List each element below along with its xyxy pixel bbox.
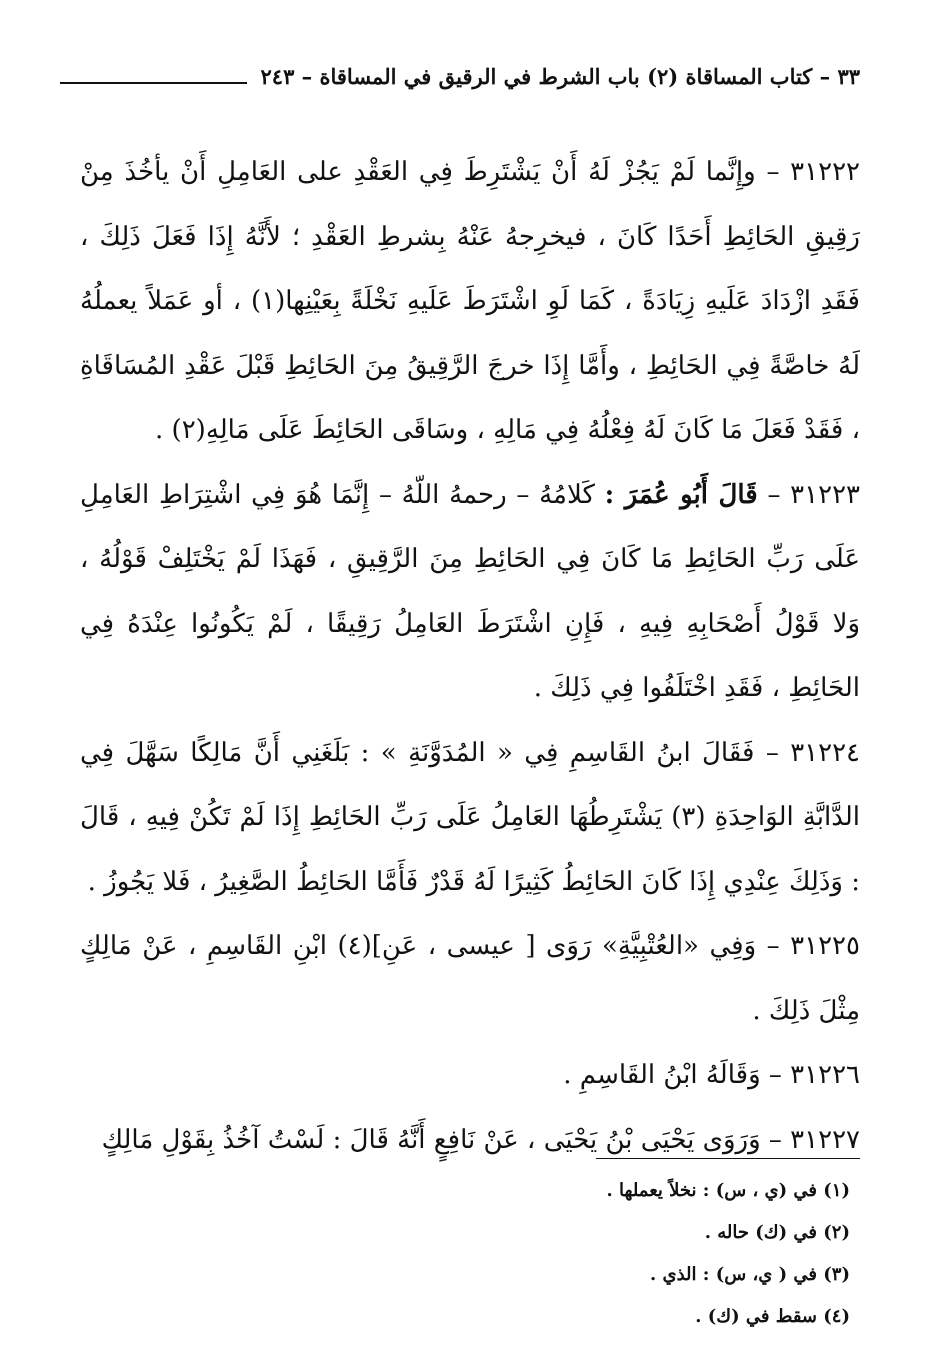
running-head — [60, 56, 860, 96]
paragraph-number: ٣١٢٢٣ – — [767, 479, 860, 510]
footnote-2: (٢) في (ك) حاله . — [704, 1222, 850, 1243]
footnotes — [400, 1170, 850, 1338]
paragraph-text: وإِنَّما لَمْ يَجُزْ لَهُ أَنْ يَشْتَرِطَ فِي العَقْدِ على العَامِلِ أَنْ يأخُذَ مِنْ رَقِيقِ الحَائِطِ أَحَدًا كَانَ ، فيخرِجهُ عَنْهُ بِشرطِ العَقْدِ ؛ لأَنَّهُ إِذَا فَعَلَ ذَلِكَ ، فَقَدِ ازْدَادَ عَلَيهِ زِيَادَةً ، كَمَا لَوِ اشْتَرَطَ عَلَيهِ نَخْلَةً بِعَيْنِها(١) ، أو عَمَلاً يعملُهُ لَهُ خاصَّةً فِي الحَائِطِ ، وأَمَّا إِذَا خرجَ الرَّقِيقُ مِنَ الحَائِطِ قَبْلَ عَقْدِ المُسَاقَاةِ ، فَقَدْ فَعَلَ مَا كَانَ لَهُ فِعْلُهُ فِي مَالِهِ ، وسَاقَى الحَائِطَ عَلَى مَالِهِ(٢) . — [80, 157, 860, 445]
paragraph-31223 — [80, 463, 860, 721]
paragraph-number: ٣١٢٢٢ – — [766, 157, 860, 187]
paragraph-text: كَلامُهُ – رحمهُ اللّهُ – إِنَّمَا هُوَ فِي اشْتِرَاطِ العَامِلِ عَلَى رَبِّ الحَائِطِ مَا كَانَ فِي الحَائِطِ مِنَ الرَّقِيقِ ، فَهَذَا لَمْ يَخْتَلِفْ قَوْلُهُ ، وَلا قَوْلُ أَصْحَابِهِ فِيهِ ، فَإِنِ اشْتَرَطَ العَامِلُ رَقِيقًا ، لَمْ يَكُونُوا عِنْدَهُ فِي الحَائِطِ ، فَقَدِ اخْتَلَفُوا فِي ذَلِكَ . — [80, 479, 860, 703]
running-head-rule — [60, 82, 247, 84]
paragraph-31224 — [80, 721, 860, 915]
paragraph-text: وَفِي «العُتْبِيَّةِ» رَوَى [ عيسى ، عَنِ](٤) ابْنِ القَاسِمِ ، عَنْ مَالِكٍ مِثْلَ ذَلِكَ . — [80, 931, 860, 1026]
footnote-1: (١) في (ي ، س) : نخلاً يعملها . — [606, 1180, 850, 1201]
paragraph-31227 — [80, 1108, 860, 1173]
paragraph-number: ٣١٢٢٥ – — [766, 931, 860, 961]
paragraph-lead: قَالَ أَبُو عُمَرَ : — [604, 479, 758, 510]
paragraph-31226 — [80, 1043, 860, 1108]
running-head-text: ٣٣ – كتاب المساقاة (٢) باب الشرط في الرقيق في المساقاة – ٢٤٣ — [260, 63, 860, 89]
paragraph-31225 — [80, 914, 860, 1043]
paragraph-number: ٣١٢٢٦ – — [768, 1060, 860, 1090]
footnote-4: (٤) سقط في (ك) . — [695, 1306, 850, 1327]
paragraph-number: ٣١٢٢٤ – — [765, 737, 861, 768]
paragraph-text: فَقَالَ ابنُ القَاسِمِ فِي « المُدَوَّنَةِ » : بَلَغَنِي أَنَّ مَالِكًا سَهَّلَ فِي الدَّابَّةِ الوَاحِدَةِ (٣) يَشْتَرِطُهَا العَامِلُ عَلَى رَبِّ الحَائِطِ إِذَا لَمْ تَكُنْ فِيهِ ، قَالَ : وَذَلِكَ عِنْدِي إِذَا كَانَ الحَائِطُ كَثِيرًا لَهُ قَدْرٌ فَأَمَّا الحَائِطُ الصَّغِيرُ ، فَلا يَجُوزُ . — [80, 737, 860, 897]
paragraph-text: وَقَالَهُ ابْنُ القَاسِمِ . — [563, 1060, 761, 1090]
main-text — [80, 140, 860, 1172]
footnote-separator — [596, 1158, 860, 1159]
paragraph-number: ٣١٢٢٧ – — [768, 1124, 860, 1155]
paragraph-31222 — [80, 140, 860, 463]
footnote-3: (٣) في ( ي، س) : الذي . — [649, 1264, 850, 1285]
paragraph-text: وَرَوَى يَحْيَى بْنُ يَحْيَى ، عَنْ نَافِعٍ أَنَّهُ قَالَ : لَسْتُ آخُذُ بِقَوْلِ مَالِكٍ — [101, 1124, 761, 1155]
